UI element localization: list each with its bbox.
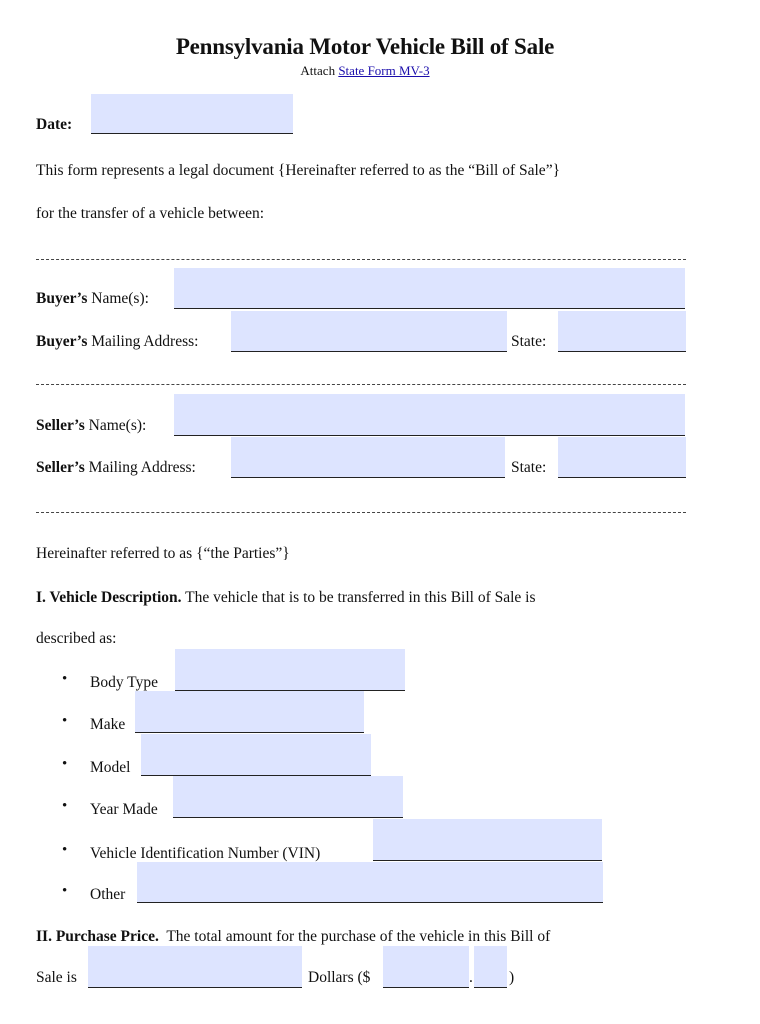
buyer-name-label-rest: Name(s): xyxy=(91,290,149,307)
vehicle-description-heading: I. Vehicle Description. xyxy=(36,589,182,606)
page-title: Pennsylvania Motor Vehicle Bill of Sale xyxy=(175,34,555,59)
body-type-field[interactable] xyxy=(175,649,405,691)
make-field[interactable] xyxy=(135,691,364,733)
close-paren: ) xyxy=(509,969,515,986)
buyer-state-label: State: xyxy=(511,333,547,350)
price-words-field[interactable] xyxy=(88,946,302,988)
buyer-name-label xyxy=(36,290,149,308)
model-field[interactable] xyxy=(141,734,371,776)
seller-state-field[interactable] xyxy=(558,437,686,478)
subtitle-prefix: Attach xyxy=(300,63,336,78)
purchase-price-body: The total amount for the purchase of the vehicle in this Bill of xyxy=(166,928,551,945)
make-label: Make xyxy=(90,716,126,733)
dollars-label: Dollars ($ xyxy=(308,969,371,986)
seller-address-label-rest: Mailing Address: xyxy=(88,459,196,476)
decimal-point: . xyxy=(469,969,473,986)
seller-address-label-bold: Seller’s xyxy=(36,459,85,476)
year-made-label: Year Made xyxy=(90,801,158,818)
price-cents-field[interactable] xyxy=(474,946,507,988)
seller-address-label xyxy=(36,459,196,477)
other-label: Other xyxy=(90,886,126,903)
bullet: • xyxy=(62,756,68,772)
divider xyxy=(36,384,686,385)
divider xyxy=(36,512,686,513)
date-field[interactable] xyxy=(91,94,293,134)
buyer-name-label-bold: Buyer’s xyxy=(36,290,88,307)
buyer-state-field[interactable] xyxy=(558,311,686,352)
state-form-link[interactable]: State Form MV-3 xyxy=(338,63,430,78)
bullet: • xyxy=(62,713,68,729)
date-label: Date: xyxy=(36,116,73,133)
bullet: • xyxy=(62,798,68,814)
buyer-address-label-rest: Mailing Address: xyxy=(91,333,199,350)
bullet: • xyxy=(62,842,68,858)
divider xyxy=(36,259,686,260)
price-dollars-field[interactable] xyxy=(383,946,469,988)
seller-state-label: State: xyxy=(511,459,547,476)
buyer-name-field[interactable] xyxy=(174,268,685,309)
bullet: • xyxy=(62,883,68,899)
described-as: described as: xyxy=(36,630,117,647)
buyer-address-label xyxy=(36,333,198,351)
body-type-label: Body Type xyxy=(90,674,158,691)
subtitle xyxy=(0,63,730,79)
seller-address-field[interactable] xyxy=(231,437,505,478)
purchase-price-text xyxy=(36,928,550,946)
buyer-address-label-bold: Buyer’s xyxy=(36,333,88,350)
model-label: Model xyxy=(90,759,131,776)
sale-is-label: Sale is xyxy=(36,969,77,986)
seller-name-field[interactable] xyxy=(174,394,685,436)
parties-line: Hereinafter referred to as {“the Parties”} xyxy=(36,545,290,562)
bullet: • xyxy=(62,671,68,687)
other-field[interactable] xyxy=(137,862,603,903)
seller-name-label-bold: Seller’s xyxy=(36,417,85,434)
purchase-price-heading: II. Purchase Price. xyxy=(36,928,159,945)
intro-line-2: for the transfer of a vehicle between: xyxy=(36,205,265,222)
buyer-address-field[interactable] xyxy=(231,311,507,352)
vin-field[interactable] xyxy=(373,819,602,861)
seller-name-label-rest: Name(s): xyxy=(88,417,147,434)
seller-name-label xyxy=(36,417,146,435)
vehicle-description-text xyxy=(36,589,536,607)
year-made-field[interactable] xyxy=(173,776,403,818)
vehicle-description-body: The vehicle that is to be transferred in this Bill of Sale is xyxy=(185,589,536,606)
vin-label: Vehicle Identification Number (VIN) xyxy=(90,845,321,862)
intro-line-1: This form represents a legal document {Hereinafter referred to as the “Bill of Sale”} xyxy=(36,162,561,179)
